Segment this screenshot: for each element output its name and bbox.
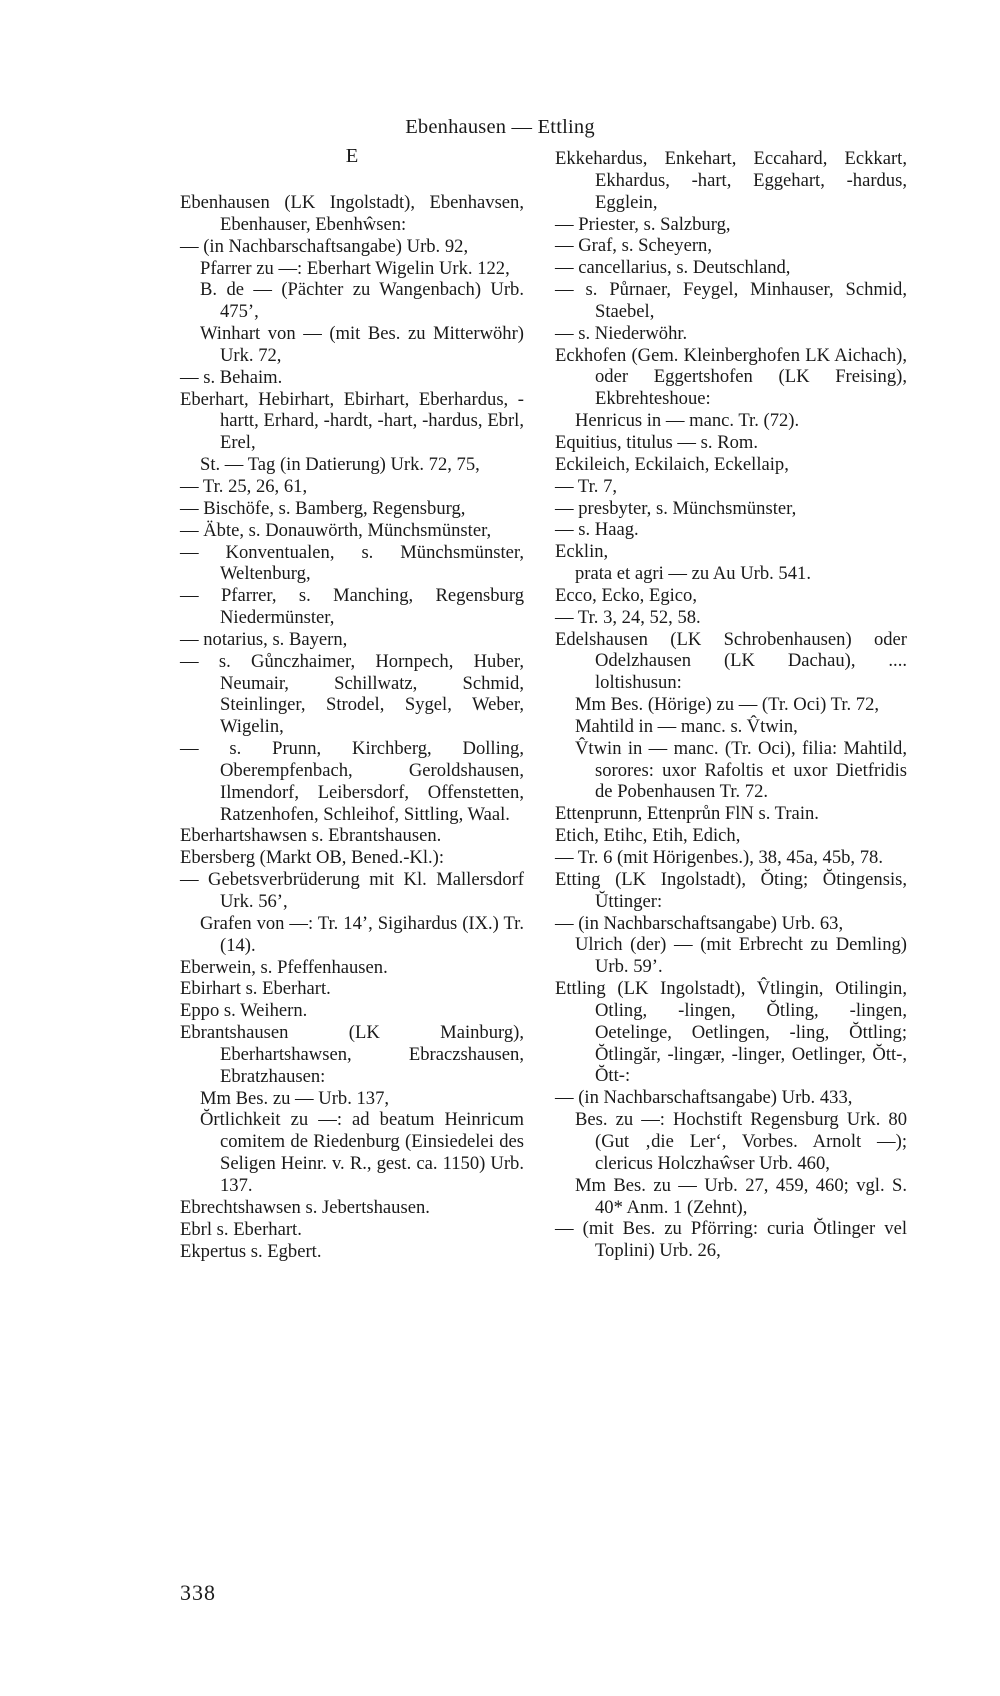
- index-entry: — cancellarius, s. Deutschland,: [555, 257, 791, 279]
- index-entry: Eckileich, Eckilaich, Eckellaip,: [555, 453, 789, 475]
- index-entry: Ettling (LK Ingolstadt), V̂tlingin, Otilingin, Otling, -lingen, Ŏtling, -lingen, Oetelinge, Oetlingen, -ling, Ŏttling; Ŏtlingăr, -lingær, -linger, Oetlinger, Ŏtt-, Ŏtt-:: [555, 978, 907, 1087]
- index-entry: — Tr. 6 (mit Hörigenbes.), 38, 45a, 45b, 78.: [555, 847, 883, 868]
- index-entry: — presbyter, s. Münchsmünster,: [555, 497, 797, 519]
- index-entry: Mm Bes. zu — Urb. 137,: [200, 1087, 390, 1109]
- index-entry: Winhart von — (mit Bes. zu Mitterwöhr) Urk. 72,: [200, 323, 524, 366]
- index-entry: Ecklin,: [555, 541, 609, 563]
- index-entry: — Konventualen, s. Münchsmünster, Weltenburg,: [180, 541, 524, 585]
- index-entry: Ebersberg (Markt OB, Bened.-Kl.):: [180, 847, 445, 869]
- index-entry: Ettenprunn, Ettenprůn FlN s. Train.: [555, 803, 819, 825]
- index-entry: V̂twin in — manc. (Tr. Oci), filia: Mahtild, sorores: uxor Rafoltis et uxor Dietfridis de Pobenhausen Tr. 72.: [575, 737, 907, 803]
- index-entry: — s. Půrnaer, Feygel, Minhauser, Schmid, Staebel,: [555, 279, 907, 322]
- index-entry: B. de — (Pächter zu Wangenbach) Urb. 475’,: [200, 279, 524, 323]
- index-entry: Mm Bes. (Hörige) zu — (Tr. Oci) Tr. 72,: [575, 694, 880, 716]
- index-entry: St. — Tag (in Datierung) Urk. 72, 75,: [200, 454, 480, 476]
- index-entry: prata et agri — zu Au Urb. 541.: [575, 563, 811, 585]
- index-entry: Ulrich (der) — (mit Erbrecht zu Demling) Urb. 59’.: [575, 934, 907, 978]
- index-entry: Etting (LK Ingolstadt), Ŏting; Ŏtingensis, Ŭttinger:: [555, 868, 907, 912]
- index-entry: Ecco, Ecko, Egico,: [555, 584, 697, 606]
- index-entry: — notarius, s. Bayern,: [180, 628, 348, 650]
- right-column: [555, 148, 907, 1262]
- index-entry: Mahtild in — manc. s. V̂twin,: [575, 715, 798, 737]
- index-entry: Ebrechtshawsen s. Jebertshausen.: [180, 1196, 430, 1218]
- index-entry: — (in Nachbarschaftsangabe) Urb. 92,: [180, 235, 469, 257]
- index-entry: — s. Niederwöhr.: [555, 322, 688, 344]
- index-entry: Eberhart, Hebirhart, Ebirhart, Eberhardus, -hartt, Erhard, -hardt, -hart, -hardus, Ebrl, Erel,: [180, 388, 524, 454]
- index-entry: — s. Gůnczhaimer, Hornpech, Huber, Neumair, Schillwatz, Schmid, Steinlinger, Strodel, Sygel, Weber, Wigelin,: [180, 650, 524, 738]
- index-entry: — Tr. 7,: [555, 475, 618, 497]
- index-entry: Eppo s. Weihern.: [180, 1000, 308, 1022]
- running-head: Ebenhausen — Ettling: [405, 116, 595, 138]
- index-entry: Henricus in — manc. Tr. (72).: [575, 410, 800, 432]
- index-entry: Etich, Etihc, Etih, Edich,: [555, 825, 741, 847]
- index-entry: Grafen von —: Tr. 14’, Sigihardus (IX.) Tr. (14).: [200, 912, 524, 956]
- index-entry: Eberwein, s. Pfeffenhausen.: [180, 956, 388, 978]
- index-entry: Ebenhausen (LK Ingolstadt), Ebenhavsen, Ebenhauser, Ebenhŵsen:: [180, 192, 524, 235]
- index-entry: Ebrantshausen (LK Mainburg), Eberhartshawsen, Ebraczshausen, Ebratzhausen:: [180, 1022, 524, 1087]
- index-entry: — Bischöfe, s. Bamberg, Regensburg,: [180, 497, 466, 519]
- index-entry: — Priester, s. Salzburg,: [555, 213, 731, 235]
- index-entry: — s. Behaim.: [180, 366, 283, 388]
- index-entry: Mm Bes. zu — Urb. 27, 459, 460; vgl. S. 40* Anm. 1 (Zehnt),: [575, 1174, 907, 1218]
- index-entry: — Tr. 3, 24, 52, 58.: [555, 606, 701, 628]
- index-entry: — s. Haag.: [555, 519, 639, 541]
- index-entry: — (in Nachbarschaftsangabe) Urb. 63,: [555, 912, 844, 934]
- index-entry: — Tr. 25, 26, 61,: [180, 475, 308, 497]
- index-entry: Ekpertus s. Egbert.: [180, 1240, 322, 1262]
- left-column: [180, 192, 524, 1262]
- index-entry: Equitius, titulus — s. Rom.: [555, 431, 759, 453]
- index-entry: — (mit Bes. zu Pförring: curia Ŏtlinger vel Toplini) Urb. 26,: [555, 1218, 907, 1262]
- index-entry: Bes. zu —: Hochstift Regensburg Urk. 80 (Gut ‚die Ler‘, Vorbes. Arnolt —); clericus Holczhaŵser Urb. 460,: [575, 1109, 907, 1174]
- index-entry: Ebrl s. Eberhart.: [180, 1218, 302, 1240]
- index-entry: — (in Nachbarschaftsangabe) Urb. 433,: [555, 1087, 853, 1109]
- index-entry: — Graf, s. Scheyern,: [555, 235, 712, 257]
- index-entry: Eberhartshawsen s. Ebrantshausen.: [180, 825, 442, 847]
- index-entry: — Pfarrer, s. Manching, Regensburg Niedermünster,: [180, 585, 524, 629]
- page-number: 338: [180, 1580, 216, 1605]
- index-entry: Ŏrtlichkeit zu —: ad beatum Heinricum comitem de Riedenburg (Einsiedelei des Seligen Heinr. v. R., gest. ca. 1150) Urb. 137.: [200, 1109, 524, 1196]
- index-entry: — Äbte, s. Donauwörth, Münchsmünster,: [180, 519, 492, 541]
- index-entry: Eckhofen (Gem. Kleinberghofen LK Aichach), oder Eggertshofen (LK Freising), Ekbrehteshoue:: [555, 344, 907, 410]
- section-letter: E: [345, 145, 359, 167]
- index-entry: Ebirhart s. Eberhart.: [180, 978, 331, 1000]
- index-entry: — s. Prunn, Kirchberg, Dolling, Oberempfenbach, Geroldshausen, Ilmendorf, Leibersdorf, Offenstetten, Ratzenhofen, Schleihof, Sittling, Waal.: [180, 738, 524, 825]
- index-entry: — Gebetsverbrüderung mit Kl. Mallersdorf Urk. 56’,: [180, 869, 524, 912]
- index-entry: Edelshausen (LK Schrobenhausen) oder Odelzhausen (LK Dachau), .... loltishusun:: [555, 628, 907, 694]
- index-entry: Pfarrer zu —: Eberhart Wigelin Urk. 122,: [200, 257, 510, 279]
- index-entry: Ekkehardus, Enkehart, Eccahard, Eckkart, Ekhardus, -hart, Eggehart, -hardus, Egglein,: [555, 148, 907, 213]
